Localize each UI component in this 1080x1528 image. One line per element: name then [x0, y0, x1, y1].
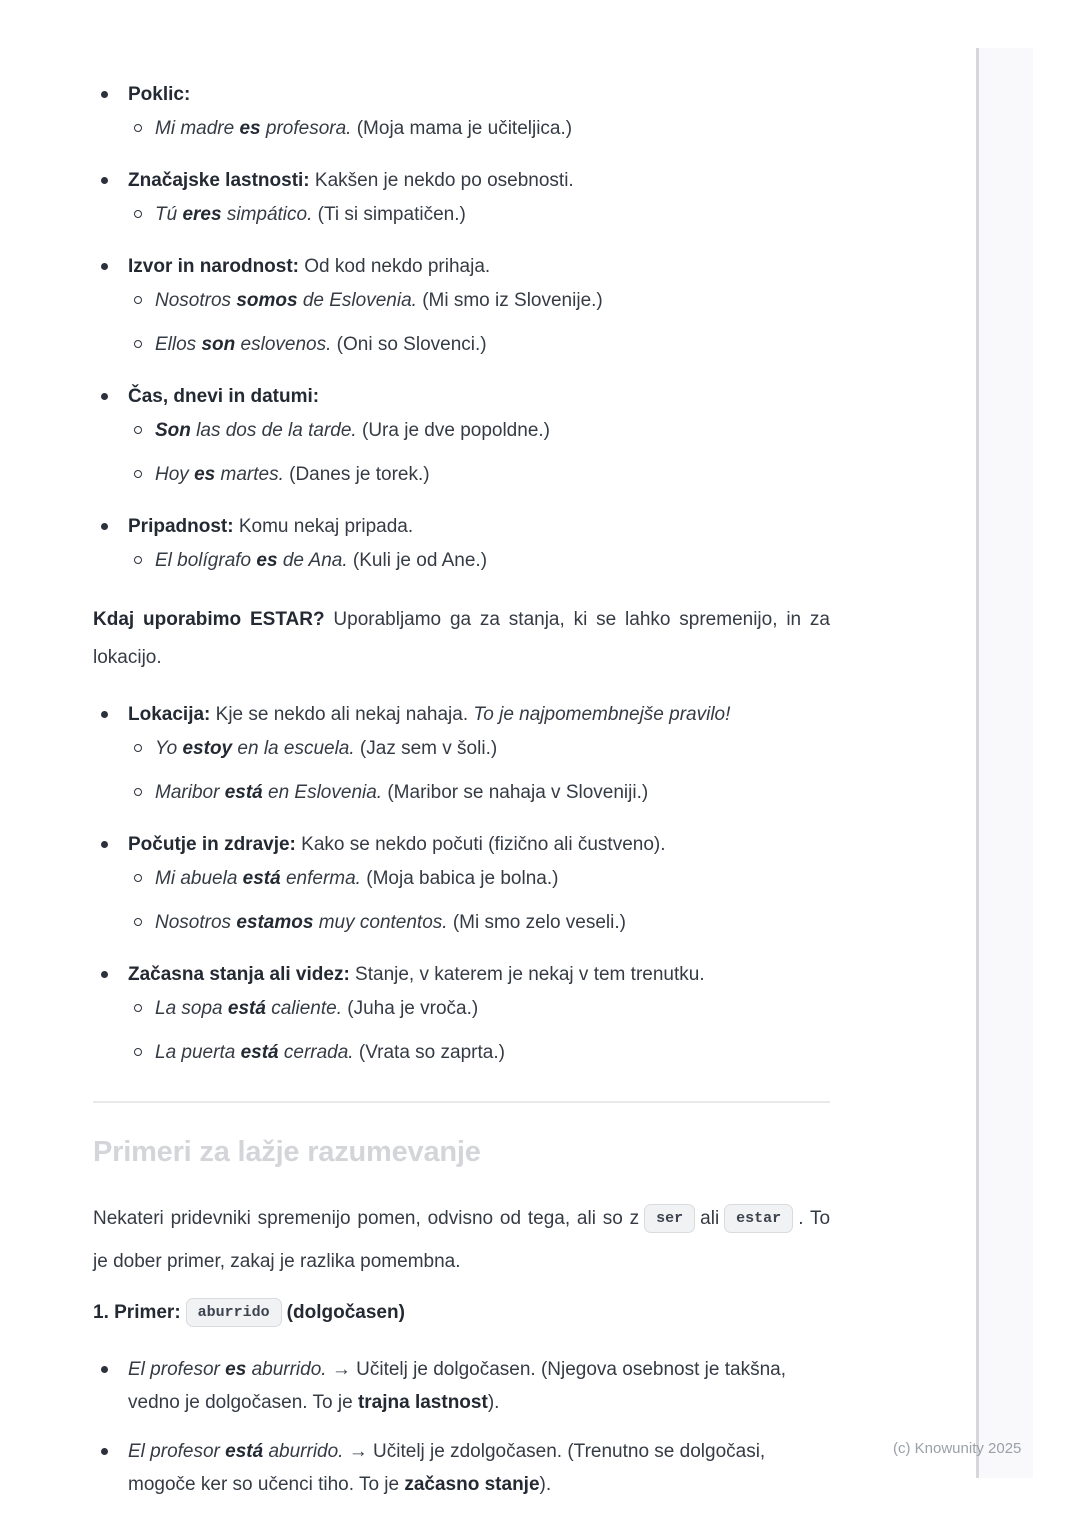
section-divider	[93, 1101, 830, 1103]
text-segment: Maribor	[155, 782, 225, 803]
text-segment: estoy	[182, 738, 233, 759]
text-segment: (Ti si simpatičen.)	[312, 204, 466, 225]
text-segment: (Oni so Slovenci.)	[331, 334, 487, 355]
ser-usage-list	[93, 81, 830, 575]
text-segment: (Vrata so zaprta.)	[353, 1042, 505, 1063]
usage-example-list	[128, 735, 830, 807]
usage-example-item	[128, 115, 830, 143]
text-segment: El bolígrafo	[155, 550, 257, 571]
text-segment: simpático.	[221, 204, 313, 225]
usage-example-item	[128, 1039, 830, 1067]
text-segment: Hoy	[155, 464, 195, 485]
text-segment: El profesor	[128, 1441, 226, 1462]
text-segment: es	[256, 550, 278, 571]
text-segment: Poklic:	[128, 84, 191, 105]
text-segment: martes.	[215, 464, 284, 485]
usage-item-title	[128, 256, 490, 277]
text-segment: (Danes je torek.)	[283, 464, 430, 485]
usage-item-title	[128, 964, 705, 985]
text-segment: aburrido.	[263, 1441, 344, 1462]
text-segment: está	[242, 868, 281, 889]
text-segment: La sopa	[155, 998, 228, 1019]
text-segment: Uporabljamo ga za stanja, ki se lahko spremenijo, in za lokacijo.	[93, 609, 830, 668]
text-segment: enferma.	[280, 868, 361, 889]
text-segment: es	[194, 464, 216, 485]
usage-example-list	[128, 201, 830, 229]
text-segment: está	[227, 998, 266, 1019]
text-segment: Tú	[155, 204, 183, 225]
text-segment: Od kod nekdo prihaja.	[299, 256, 491, 277]
usage-example-list	[128, 995, 830, 1067]
text-segment: Lokacija:	[128, 704, 211, 725]
text-segment: Kako se nekdo počuti (fizično ali čustveno).	[295, 834, 666, 855]
text-segment: Son	[155, 420, 191, 441]
text-segment: Yo	[155, 738, 183, 759]
usage-example-item	[128, 461, 830, 489]
text-segment: Ellos	[155, 334, 202, 355]
usage-list-item	[93, 831, 830, 937]
text-segment: caliente.	[265, 998, 342, 1019]
text-segment: → Učitelj je dolgočasen. (Njegova osebnost je takšna, vedno je dolgočasen. To je	[128, 1359, 786, 1413]
usage-list-item	[93, 961, 830, 1067]
text-segment: . To je dober primer, zakaj je razlika pomembna.	[93, 1208, 831, 1272]
usage-list-item	[93, 383, 830, 489]
text-segment: 1. Primer:	[93, 1302, 181, 1323]
text-segment: está	[224, 782, 263, 803]
scrollbar-track[interactable]	[976, 48, 1033, 1478]
text-segment: To je najpomembnejše pravilo!	[473, 704, 731, 725]
text-segment: es	[225, 1359, 247, 1380]
text-segment: (Kuli je od Ane.)	[347, 550, 488, 571]
text-segment: Nosotros	[155, 912, 237, 933]
usage-list-item	[93, 701, 830, 807]
text-segment: son	[201, 334, 236, 355]
usage-item-title	[128, 170, 574, 191]
text-segment: (Ura je dve popoldne.)	[356, 420, 550, 441]
usage-example-item	[128, 995, 830, 1023]
text-segment: es	[239, 118, 261, 139]
text-segment: las dos de la tarde.	[190, 420, 357, 441]
inline-code-chip: estar	[724, 1204, 793, 1233]
usage-item-title	[128, 516, 413, 537]
inline-code-chip: aburrido	[186, 1298, 282, 1327]
text-segment: Nekateri pridevniki spremenijo pomen, odvisno od tega, ali so z	[93, 1208, 640, 1229]
usage-example-item	[128, 201, 830, 229]
text-segment: Kje se nekdo ali nekaj nahaja.	[210, 704, 474, 725]
text-segment: de Eslovenia.	[297, 290, 417, 311]
example-bullet-list	[93, 1353, 830, 1501]
text-segment: ).	[487, 1392, 500, 1413]
usage-list-item	[93, 167, 830, 229]
text-segment: Značajske lastnosti:	[128, 170, 310, 191]
usage-example-item	[128, 287, 830, 315]
usage-example-list	[128, 865, 830, 937]
usage-list-item	[93, 513, 830, 575]
text-segment: Mi madre	[155, 118, 240, 139]
usage-item-title	[128, 834, 666, 855]
text-segment: (Moja mama je učiteljica.)	[351, 118, 573, 139]
document-page	[93, 57, 830, 1501]
text-segment: (Juha je vroča.)	[341, 998, 479, 1019]
usage-example-list	[128, 287, 830, 359]
examples-intro-paragraph	[93, 1197, 830, 1283]
text-segment: eres	[182, 204, 222, 225]
text-segment: somos	[236, 290, 298, 311]
text-segment: ali	[700, 1208, 720, 1229]
usage-example-item	[128, 865, 830, 893]
text-segment: (Maribor se nahaja v Sloveniji.)	[382, 782, 649, 803]
text-segment: muy contentos.	[313, 912, 448, 933]
text-segment: (Jaz sem v šoli.)	[354, 738, 498, 759]
text-segment: (Moja babica je bolna.)	[360, 868, 559, 889]
text-segment: profesora.	[260, 118, 352, 139]
usage-item-title	[128, 704, 730, 725]
text-segment: está	[240, 1042, 279, 1063]
copyright-watermark: (c) Knowunity 2025	[893, 1440, 1022, 1457]
text-segment: Kakšen je nekdo po osebnosti.	[309, 170, 574, 191]
text-segment: aburrido.	[246, 1359, 327, 1380]
section-heading: Primeri za lažje razumevanje	[93, 1136, 481, 1168]
text-segment: en la escuela.	[232, 738, 355, 759]
text-segment: (dolgočasen)	[286, 1302, 405, 1323]
text-segment: Stanje, v katerem je nekaj v tem trenutku.	[349, 964, 705, 985]
text-segment: de Ana.	[277, 550, 348, 571]
text-segment: (Mi smo zelo veseli.)	[447, 912, 626, 933]
text-segment: Komu nekaj pripada.	[233, 516, 414, 537]
text-segment: eslovenos.	[235, 334, 332, 355]
text-segment: Nosotros	[155, 290, 237, 311]
usage-example-item	[128, 547, 830, 575]
inline-code-chip: ser	[644, 1204, 695, 1233]
text-segment: La puerta	[155, 1042, 241, 1063]
text-segment: El profesor	[128, 1359, 226, 1380]
example-bullet-item	[93, 1353, 830, 1419]
estar-intro-paragraph	[93, 601, 830, 677]
usage-example-list	[128, 417, 830, 489]
text-segment: ).	[539, 1474, 552, 1495]
example-bullet-item	[93, 1435, 830, 1501]
usage-item-title	[128, 84, 190, 105]
estar-usage-list	[93, 701, 830, 1067]
text-segment: Čas, dnevi in datumi:	[128, 386, 320, 407]
usage-example-list	[128, 115, 830, 143]
example-1-title	[93, 1297, 830, 1329]
text-segment: trajna lastnost	[357, 1392, 488, 1413]
text-segment: está	[225, 1441, 264, 1462]
usage-example-item	[128, 417, 830, 445]
usage-example-item	[128, 779, 830, 807]
text-segment: Počutje in zdravje:	[128, 834, 296, 855]
usage-example-item	[128, 331, 830, 359]
usage-item-title	[128, 386, 319, 407]
text-segment: estamos	[236, 912, 314, 933]
text-segment: Izvor in narodnost:	[128, 256, 299, 277]
text-segment: Pripadnost:	[128, 516, 234, 537]
usage-list-item	[93, 81, 830, 143]
usage-example-item	[128, 909, 830, 937]
usage-list-item	[93, 253, 830, 359]
text-segment: cerrada.	[278, 1042, 354, 1063]
text-segment: Mi abuela	[155, 868, 243, 889]
text-segment: → Učitelj je zdolgočasen. (Trenutno se dolgočasi, mogoče ker so učenci tiho. To je	[128, 1441, 766, 1495]
text-segment: Kdaj uporabimo ESTAR?	[93, 609, 325, 630]
text-segment: začasno stanje	[404, 1474, 540, 1495]
usage-example-item	[128, 735, 830, 763]
usage-example-list	[128, 547, 830, 575]
text-segment: en Eslovenia.	[262, 782, 383, 803]
text-segment: Začasna stanja ali videz:	[128, 964, 350, 985]
text-segment: (Mi smo iz Slovenije.)	[416, 290, 603, 311]
